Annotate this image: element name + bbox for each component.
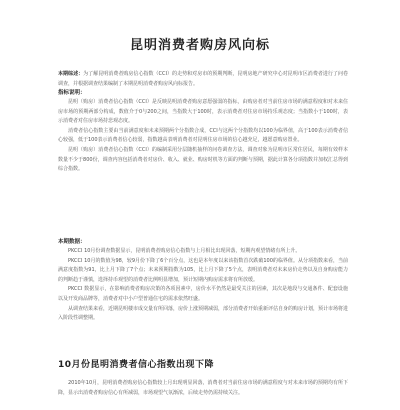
section-current-data — [58, 238, 348, 324]
section-heading: 指标说明： — [58, 90, 86, 96]
summary-text: 为了解昆明消费者购房信心指数（CCI）的走势和对房市的预期判断，昆明房地产研究中心对昆明市区消费者进行了问卷调查，并根据调查结果编制了本期昆明消费者购房风向标报告。 — [58, 71, 348, 87]
section-paragraph: 消费者信心指数主要由当前满意度和未来预期两个分指数合成，CCI与这两个分指数均以100为临界值，高于100表示消费者信心较强，低于100表示消费者信心较弱，指数越高表明消费者对昆明住房市场的信心越充足，越愿意购房置业。 — [58, 127, 348, 144]
document-title: 昆明消费者购房风向标 — [129, 38, 270, 53]
section-paragraph: PKCCI 10月份调查数据显示，昆明消费者购房信心指数与上月相比出现回落，短期内观望情绪有所上升。 — [68, 248, 301, 254]
section-paragraph: 昆明（购房）消费者信心指数（CCI）的编制采用分层随机抽样的问卷调查方法，调查对象为昆明市区常住居民，每期有效样本数量不少于800份，调查内容包括消费者对房价、收入、就业、购房时机等方面的判断与预期，据此计算各分项指数并加权汇总得到综合指数。 — [58, 146, 348, 173]
closing-paragraph: 2010年10月，昆明消费者购房信心指数较上月出现明显回落，消费者对当前住房市场的满意程度与对未来市场的预期均有所下降，显示出消费者购房信心有所减弱，市场观望气氛渐浓，后续走势仍需持续关注。 — [58, 380, 348, 396]
section-heading: 本期数据： — [58, 239, 86, 245]
section-paragraph: 从调查结果来看，近期昆明楼市成交量有所回落，房价上涨预期减弱，部分消费者开始重新评估自身的购房计划，预计市场将进入阶段性调整期。 — [58, 305, 349, 322]
section-indicator-explanation — [58, 89, 348, 175]
closing-block — [58, 379, 348, 398]
subheading: 10月份昆明消费者信心指数出现下降 — [58, 360, 215, 370]
summary-label: 本期综述： — [58, 71, 84, 77]
summary-block — [58, 70, 348, 89]
summary-paragraph — [58, 70, 348, 89]
section-paragraph: 昆明（购房）消费者信心指数（CCI）是反映昆明消费者购房意愿强弱的指标，由购房者对当前住房市场的满意程度和对未来住房市场的预期两部分构成，数值介于0与200之间，当指数大于100时，表示消费者对住房市场持乐观态度；当指数小于100时，表示消费者对住房市场持悲观态度。 — [58, 99, 348, 125]
section-paragraph: PKCCI 10月的数值为98，较9月份下降了6个百分点，这也是本年度以来该指数首次跌破100的临界值。从分项指数来看，当前满意度指数为91，比上月下降了7个点；未来预期指数为105，比上月下降了5个点，表明消费者对未来房价走势以及自身购房能力的判断趋于谨慎，选择持币观望的消费者比例明显增加，预计短期内购房需求将有所放缓。 — [58, 257, 348, 283]
section-paragraph: PKCCI 数据显示，在影响消费者购房决策的各项因素中，房价水平仍然是最受关注的因素，其次是地段与交通条件、配套设施以及开发商品牌等，消费者对中小户型普通住宅的需求依然旺盛。 — [58, 286, 348, 302]
